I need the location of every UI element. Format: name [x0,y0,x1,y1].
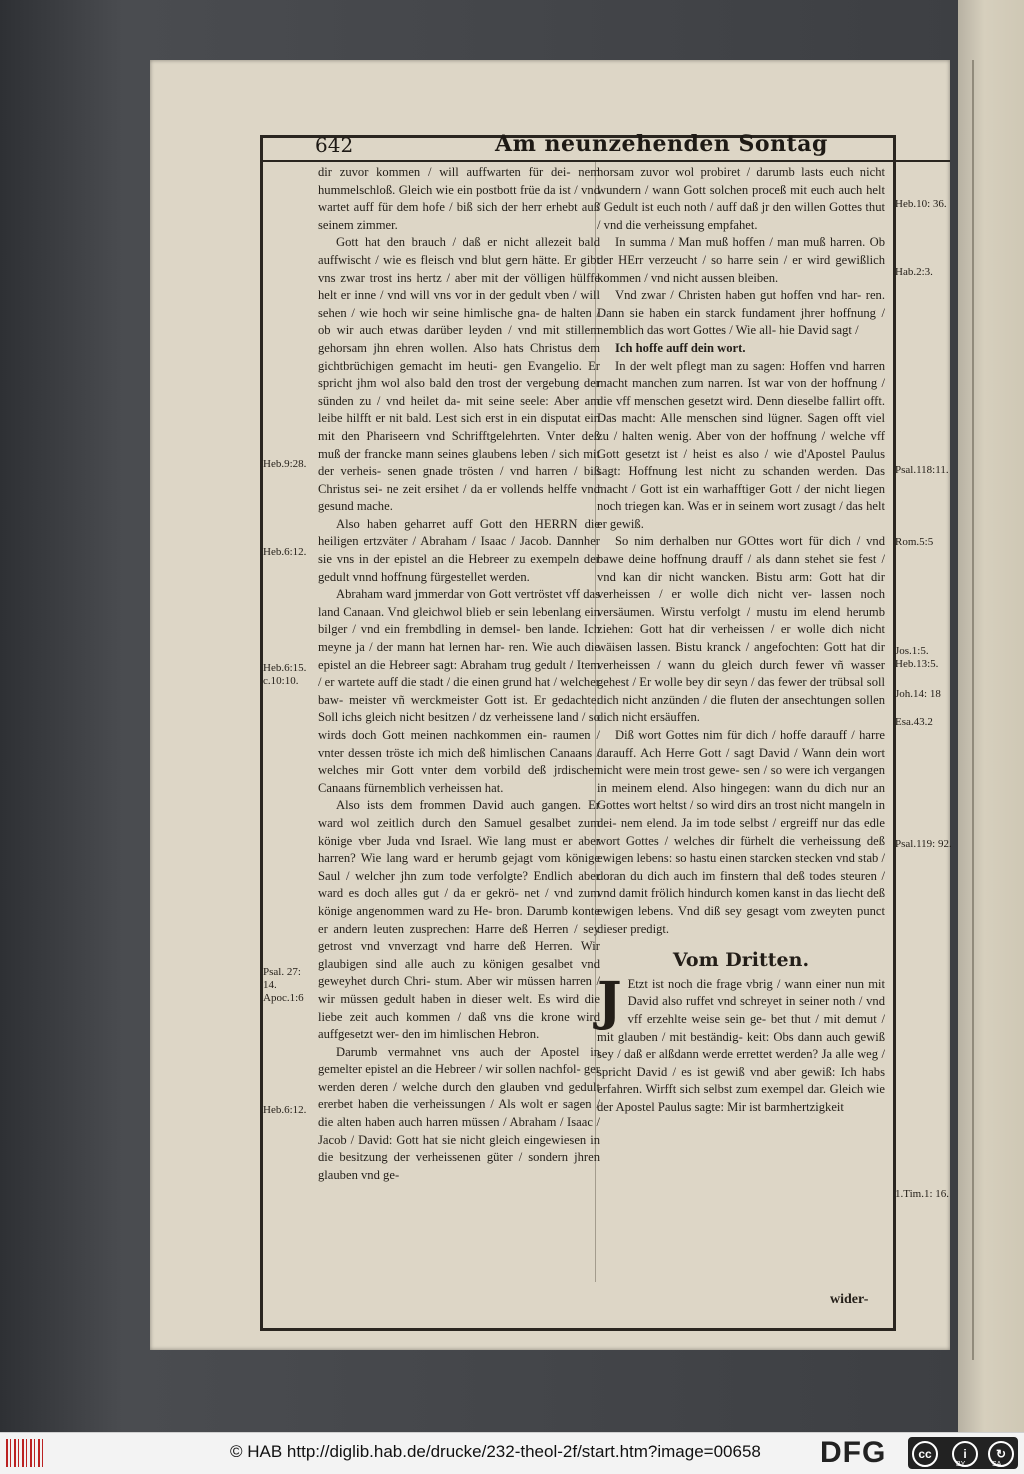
cc-icon: cc [912,1441,938,1467]
paragraph: Diß wort Gottes nim für dich / hoffe darauff / harre darauff. Ach Herre Gott / sagt David / Wann dein wort nicht were mein trost gewe- sen / so were ich vergangen in meinem elend. Also hingegen: wann du dich nur an Gottes wort heltst / so wird dirs an trost nicht mangeln in dei- nem elend. Ja im tode selbst / ergreiff nur das edle wort Gottes / welches dir fürhelt die verheissung deß ewigen lebens: so hastu einen starcken stecken vnd stab / doran du dich auch im finstern thal deß todes steuren / vnd damit frölich hindurch komen kanst in das liecht deß ewigen lebens. Vnd diß sey gesagt vom zweyten punct dieser predigt. [597,728,885,936]
paragraph: Gott hat den brauch / daß er nicht allezeit bald auffwischt / wie es fleisch vnd blut gern hätte. Er gibt vns zwar trost ins hertz / aber mit der völligen hülffe helt er inne / vnd will vns vor in der gedult vben / will sehen / wie hoch wir seine himlische gna- de halten / ob wir auch etwas darüber leyden / vnd mit stillem gehorsam jhn ehren wollen. Also hats Christus dem gichtbrüchigen gemacht im heuti- gen Evangelio. Er spricht jhm wol also bald den trost der vergebung der sünden zu / vnd heilet da- mit seine seele: Aber am leibe hilfft er nit bald. Lest sich erst in ein disputat ein mit den Phariseern vnd Schrifftgelehrten. Vnter deß muß der francke mann seines glaubens leben / sich mit der verheis- senen gnade trösten / vnd harren / biß Christus sei- ne zeit ersihet / da er vollends helffe vnd gesund mache. [318,235,600,514]
margin-note: Psal. 27: 14. Apoc.1:6 [263,966,304,1004]
margin-note: Heb.6:15. c.10:10. [263,662,307,687]
footer-bar [0,1432,1024,1474]
margin-note: Heb.9:28. [263,458,307,470]
paragraph: Abraham ward jmmerdar von Gott vertröstet vff das land Canaan. Vnd gleichwol blieb er sein lebenlang ein bilger / vnd ein frembdling in demsel- ben lande. Ich meyne ja / der mann hat lernen har- ren. Wie auch die epistel an die Hebreer sagt: Abraham trug gedult / Item / er wartete auff die stadt / die einen grund hat / welcher baw- meister vñ werckmeister Gott ist. Er gedachte: Soll ichs gleich nicht besitzen / dz verheissene land / so wirds doch Gott meinen nachkommen ein- raumen / vnter dessen tröste ich mich deß himlischen Canaans / welches mir Gott vnter dem vorbild deß jrdischen Canaans fürnemblich verheissen hat. [318,587,600,795]
margin-note: Hab.2:3. [895,266,933,278]
paragraph: dir zuvor kommen / will auffwarten für dei- nem hummelschloß. Gleich wie ein postbott früe da ist / vnd wartet auff für dem hofe / biß sich der herr erhebt auß seinem zimmer. [318,165,600,232]
left-column [318,164,600,1184]
book-page [150,60,950,1350]
margin-note: Psal.119: 92. [895,838,952,850]
margin-note: 1.Tim.1: 16. [895,1188,950,1200]
section-title: Vom Dritten. [672,949,810,972]
adjacent-page-shadow [972,60,1014,1360]
margin-note: Heb.10: 36. [895,198,947,210]
sa-icon: ↻ [988,1441,1014,1467]
by-icon: i [952,1441,978,1467]
catchword: wider- [830,1292,869,1307]
running-head: Am neunzehenden Sontag [495,131,828,157]
paragraph: Also ists dem frommen David auch gangen. Er ward wol zeitlich durch den Samuel gesalbet zum könige vber Juda vnd Israel. Wie lang must er aber harren? Wie lang ward er herumb gejagt vom könige Saul / welcher jhn zum tode verfolgte? Endlich aber ward es doch alles gut / da er gekrö- net / vnd zum könige angenommen ward zu He- bron. Darumb konte er andern leuten zusprechen: Harre deß Herren / sey getrost vnd vnverzagt vnd harre deß Herren. Wir glaubigen sind alle auch zu königen gesalbet vnd geweyhet durch Chri- stum. Aber wir müssen harren / wir müssen gedult haben in dieser welt. Es wird die liebe zeit auch kommen / daß vns die krone wird auffgesetzt wer- den im himlischen Hebron. [318,798,600,1042]
paragraph: horsam zuvor wol probiret / darumb lasts euch nicht wundern / wann Gott solchen proceß mit euch auch helt / Gedult ist euch noth / auff daß jr den willen Gottes thut / vnd die verheissung empfahet. [597,165,885,232]
drop-initial: J [597,970,622,1032]
footer-credit[interactable]: © HAB http://diglib.hab.de/drucke/232-theol-2f/start.htm?image=00658 [230,1442,761,1461]
paragraph: In summa / Man muß hoffen / man muß harren. Ob der HErr verzeucht / so harre sein / er wird gewißlich kommen / vnd nicht aussen bleiben. [597,235,885,285]
paragraph: Also haben geharret auff Gott den HERRN die heiligen ertzväter / Abraham / Isaac / Jacob. Dannher sie vns in der epistel an die Hebreer zu exempeln der gedult vnnd hoffnung fürgestellet werden. [318,516,600,584]
paragraph: Vnd zwar / Christen haben gut hoffen vnd har- ren. Dann sie haben ein starck fundament jhrer hoffnung / nemblich das wort Gottes / Wie all- hie David sagt / [597,288,885,338]
paragraph: Darumb vermahnet vns auch der Apostel in gemelter epistel an die Hebreer / wir sollen nachfol- ger werden deren / welche durch den glauben vnd gedult ererbet haben die verheissungen / Als wolt er sagen / die alten haben auch harren müssen / Abraham / Isaac / Jacob / David: Gott hat sie nicht gleich eingewiesen in die besitzung der verheissenen güter / sondern jhren glauben vnd ge- [318,1044,600,1182]
hab-logo-icon [6,1439,46,1467]
page-header [315,133,915,161]
margin-note: Heb.6:12. [263,546,307,558]
paragraph: In der welt pflegt man zu sagen: Hoffen vnd harren macht manchen zum narren. Ist war von der hoffnung / die vff menschen gesetzt wird. Denn dieselbe fallirt offt. Das macht: Alle menschen sind lügner. Sagen offt viel zu / halten wenig. Aber von der hoffnung / welche vff Gott gesetzt ist / heist es also / wie d'Apostel Paulus sagt: Hoffnung lest nicht zu schanden werden. Das macht / Gott ist ein warhafftiger Gott / der nicht liegen noch triegen kan. Was er in seinem wort zusagt / das helt er gewiß. [597,358,885,531]
by-label: BY [956,1461,966,1468]
margin-note: Joh.14: 18 [895,688,941,700]
scripture-quote: Ich hoffe auff dein wort. [615,340,746,355]
margin-note: Jos.1:5. Heb.13:5. [895,645,939,670]
page-number: 642 [315,133,354,157]
section-paragraph [597,970,885,1117]
margin-note: Psal.118:11. [895,464,949,476]
margin-note: Esa.43.2 [895,716,933,728]
dfg-logo: DFG [820,1436,887,1469]
section-text: Etzt ist noch die frage vbrig / wann einer nun mit David also ruffet vnd schreyet in seiner noth / vnd vff erzehlte weise sein ge- bet thut / mit demut / mit glauben / mit beständig- keit: Obs dann auch gewiß sey / daß er alßdann werde errettet werden? Ja alle weg / spricht David / es ist gewiß vnd aber gewiß: Ich habs erfahren. Wirfft sich selbst zum exempel dar. Gleich wie der Apostel Paulus sagte: Mir ist barmhertzigkeit [597,976,885,1114]
margin-note: Rom.5:5 [895,536,934,548]
cc-license-badge[interactable] [908,1437,1018,1469]
paragraph: So nim derhalben nur GOttes wort für dich / vnd bawe deine hoffnung drauff / als dann stehet sie fest / vnd kan dir nicht wancken. Bistu arm: Gott hat dir verheissen / er wolle dich nicht ver- lassen noch versäumen. Wirstu verfolgt / mustu im elend herumb ziehen: Gott hat dir verheissen / er wolle dich nicht wäisen lassen. Bistu kranck / angefochten: Gott hat dir verheissen / wann du gleich durch fewer vñ wasser gehest / Er wolle bey dir seyn / das fewer der trübsal soll dich nicht anzünden / die fluten der ansechtungen sollen dich nicht ersäuffen. [597,534,885,725]
sa-label: SA [992,1461,1002,1468]
margin-note: Heb.6:12. [263,1104,307,1116]
right-column [597,164,885,1116]
